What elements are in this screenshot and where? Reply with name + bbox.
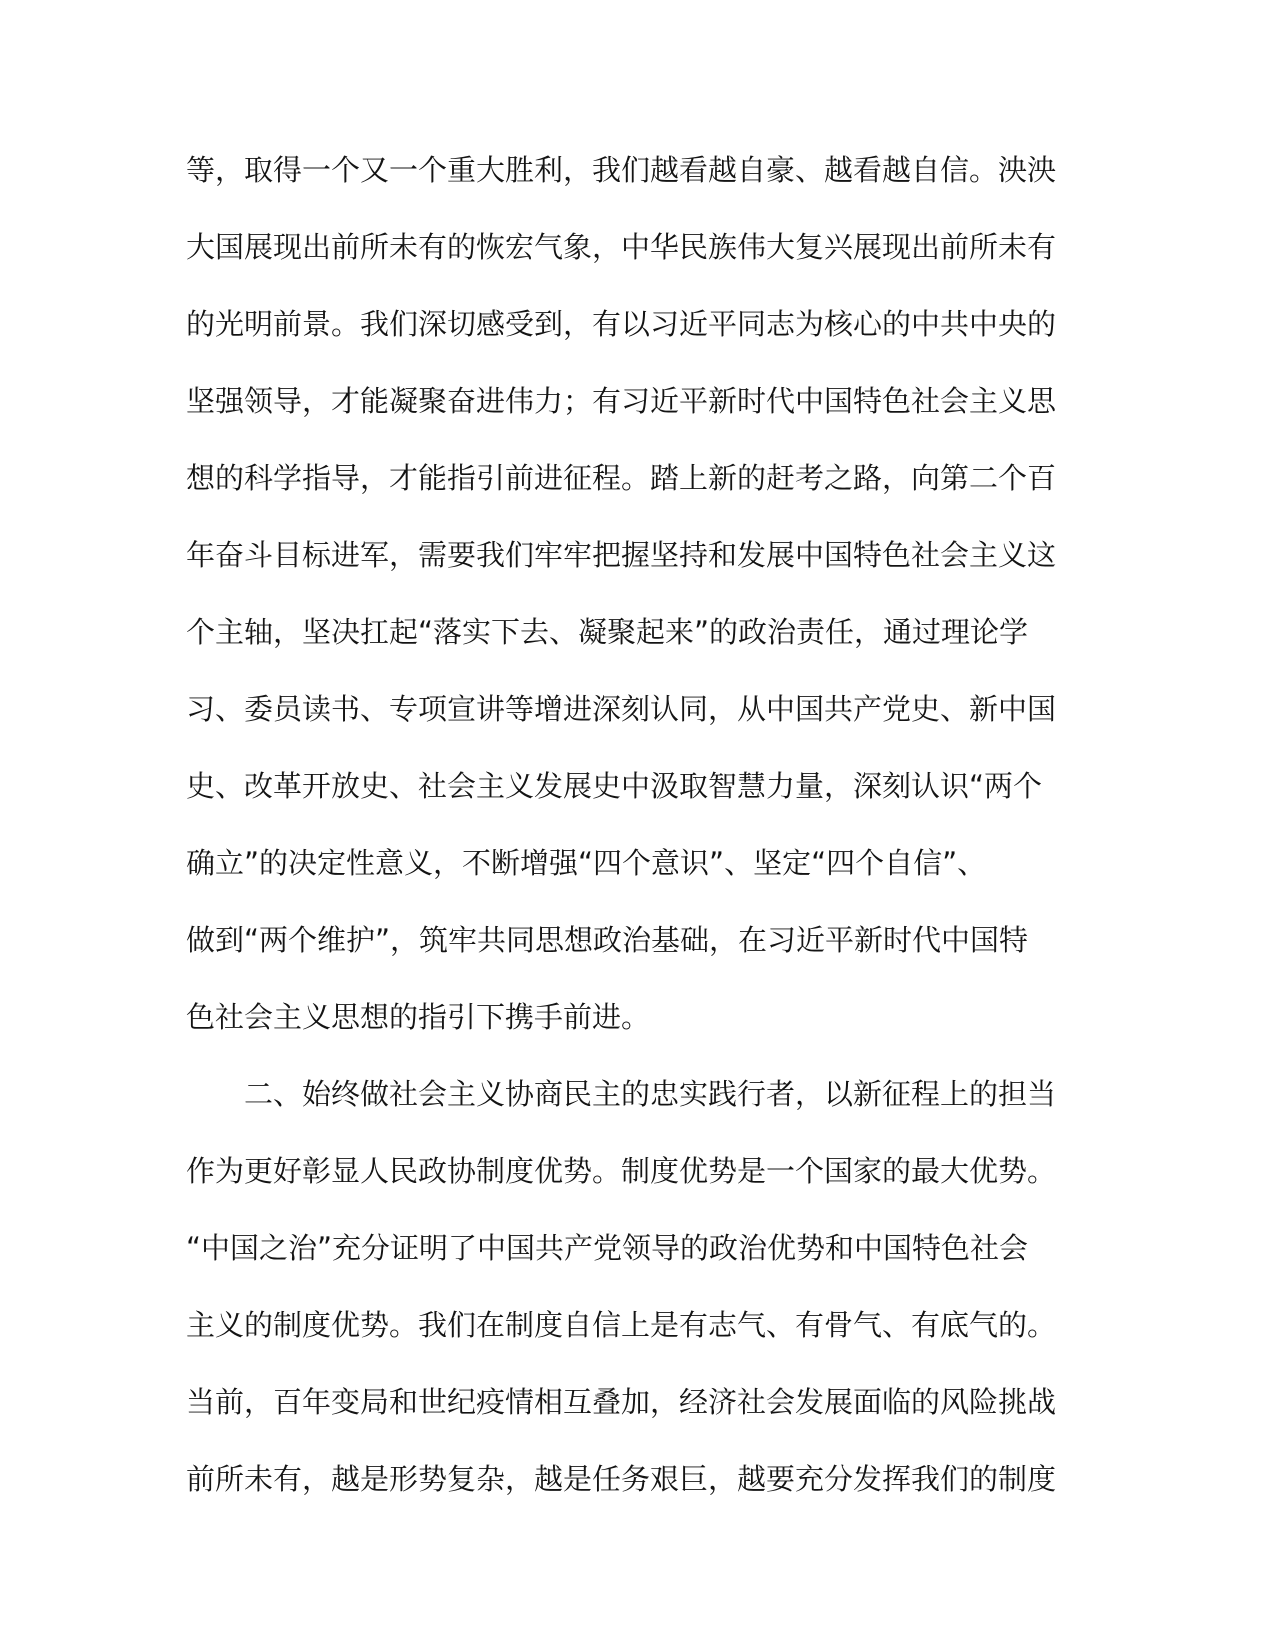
text-line: 前所未有，越是形势复杂，越是任务艰巨，越要充分发挥我们的制度	[186, 1462, 1057, 1496]
text-line: 坚强领导，才能凝聚奋进伟力；有习近平新时代中国特色社会主义思	[186, 384, 1057, 418]
text-line: 年奋斗目标进军，需要我们牢牢把握坚持和发展中国特色社会主义这	[186, 538, 1057, 572]
text-line: 的光明前景。我们深切感受到，有以习近平同志为核心的中共中央的	[186, 307, 1057, 341]
text-line: 主义的制度优势。我们在制度自信上是有志气、有骨气、有底气的。	[186, 1308, 1057, 1342]
text-line: “中国之治”充分证明了中国共产党领导的政治优势和中国特色社会	[186, 1231, 1029, 1265]
text-line: 史、改革开放史、社会主义发展史中汲取智慧力量，深刻认识“两个	[186, 769, 1043, 803]
text-line: 当前，百年变局和世纪疫情相互叠加，经济社会发展面临的风险挑战	[186, 1385, 1057, 1419]
text-line: 色社会主义思想的指引下携手前进。	[186, 1000, 651, 1034]
paragraph-start-line: 二、始终做社会主义协商民主的忠实践行者，以新征程上的担当	[244, 1077, 1057, 1111]
text-line: 大国展现出前所未有的恢宏气象，中华民族伟大复兴展现出前所未有	[186, 230, 1057, 264]
body-text	[186, 132, 1066, 1518]
text-line: 等，取得一个又一个重大胜利，我们越看越自豪、越看越自信。泱泱	[186, 153, 1057, 187]
text-line: 作为更好彰显人民政协制度优势。制度优势是一个国家的最大优势。	[186, 1154, 1057, 1188]
text-line: 想的科学指导，才能指引前进征程。踏上新的赶考之路，向第二个百	[186, 461, 1057, 495]
text-line: 确立”的决定性意义，不断增强“四个意识”、坚定“四个自信”、	[186, 846, 987, 880]
text-line: 习、委员读书、专项宣讲等增进深刻认同，从中国共产党史、新中国	[186, 692, 1057, 726]
text-line: 个主轴，坚决扛起“落实下去、凝聚起来”的政治责任，通过理论学	[186, 615, 1029, 649]
text-line: 做到“两个维护”，筑牢共同思想政治基础，在习近平新时代中国特	[186, 923, 1029, 957]
